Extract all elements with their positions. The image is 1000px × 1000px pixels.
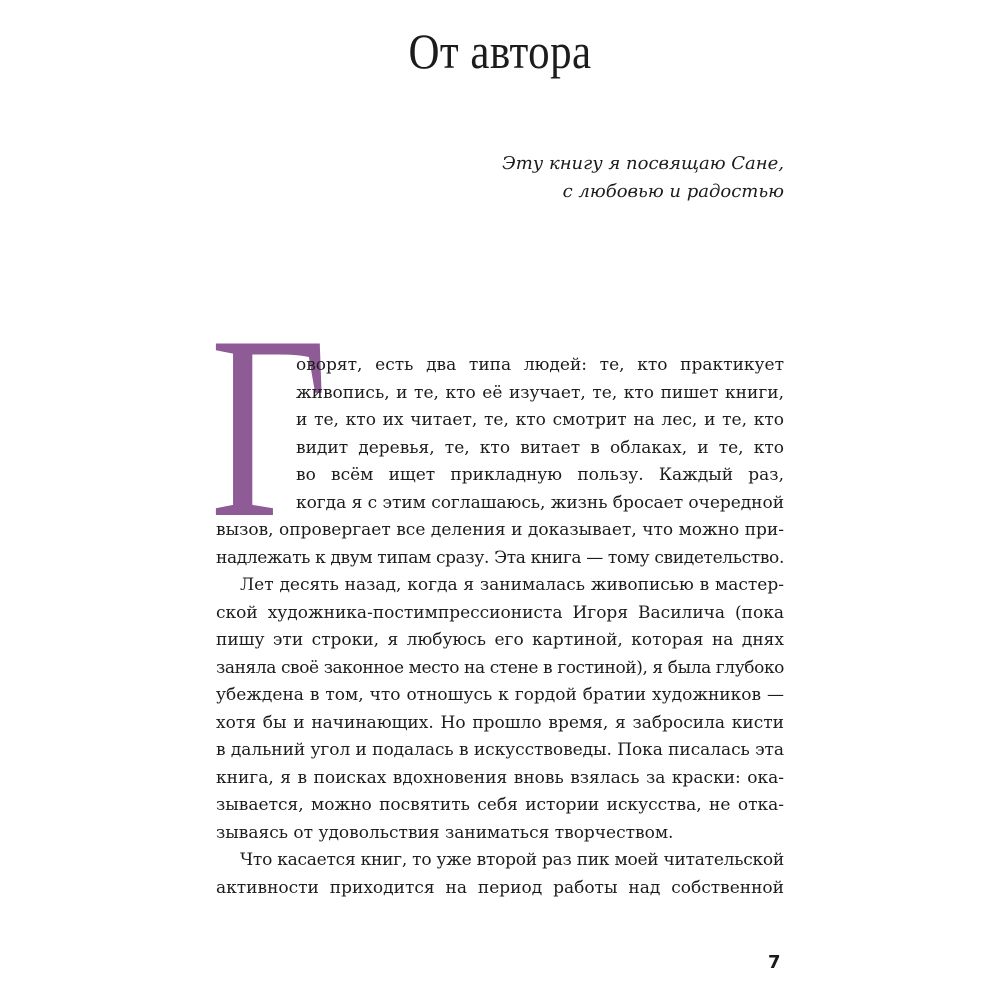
text-line: когда я с этим соглашаюсь, жизнь бросает очередной — [296, 492, 784, 513]
text-line: живопись, и те, кто её изучает, те, кто пишет книги, — [296, 382, 784, 403]
text-line: убеждена в том, что отношусь к гордой братии художников — — [216, 685, 784, 705]
text-line: хотя бы и начинающих. Но прошло время, я забросила кисти — [216, 712, 784, 733]
text-line: пишу эти строки, я любуюсь его картиной, которая на днях — [216, 630, 784, 650]
page-number: 7 — [768, 952, 781, 973]
body-text — [216, 352, 784, 902]
epigraph-line: с любовью и радостью — [562, 181, 784, 202]
text-line: и те, кто их читает, те, кто смотрит на лес, и те, кто — [296, 410, 784, 430]
text-line: надлежать к двум типам сразу. Эта книга — тому свидетельство. — [216, 547, 784, 568]
text-line: активности приходится на период работы над собственной — [216, 877, 784, 898]
epigraph-line: Эту книгу я посвящаю Сане, — [501, 153, 784, 174]
text-line: заняла своё законное место на стене в гостиной), я была глубоко — [216, 657, 784, 678]
text-line: Что касается книг, то уже второй раз пик моей читательской — [240, 850, 784, 870]
text-line: оворят, есть два типа людей: те, кто практикует — [296, 355, 784, 375]
text-line: в дальний угол и подалась в искусствоведы. Пока писалась эта — [216, 740, 784, 760]
text-line: видит деревья, те, кто витает в облаках, и те, кто — [296, 437, 784, 458]
text-line: во всём ищет прикладную пользу. Каждый раз, — [296, 465, 784, 485]
text-line: книга, я в поисках вдохновения вновь взялась за краски: ока- — [216, 767, 784, 788]
epigraph — [502, 150, 784, 206]
text-line: Лет десять назад, когда я занималась живописью в мастер- — [240, 575, 784, 595]
text-line: ской художника-постимпрессиониста Игоря Василича (пока — [216, 602, 784, 623]
text-line: зываясь от удовольствия заниматься творчеством. — [216, 822, 674, 843]
chapter-title: От автора — [408, 23, 592, 79]
text-line: вызов, опровергает все деления и доказывает, что можно при- — [216, 520, 784, 540]
drop-cap-letter: Г — [210, 282, 329, 572]
text-line: зывается, можно посвятить себя истории искусства, не отка- — [216, 795, 784, 815]
